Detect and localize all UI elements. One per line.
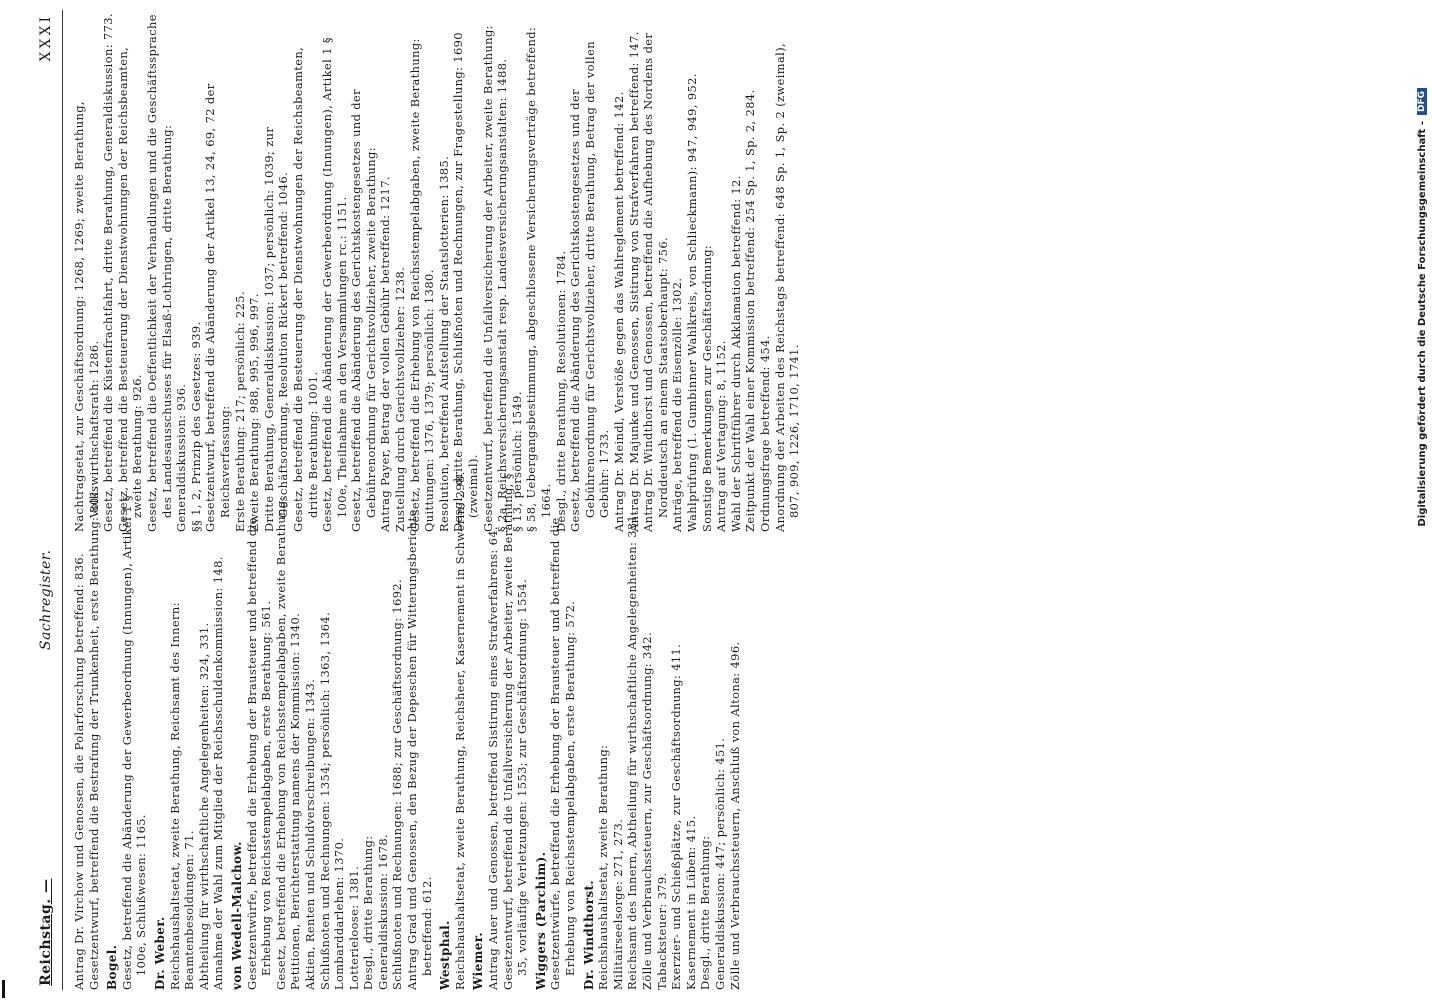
page-header <box>0 0 70 1000</box>
header-left-title: Reichstag. — <box>38 878 54 986</box>
register-entry <box>534 460 578 990</box>
register-line: Abtheilung für wirthschaftliche Angelegenheiten: 324, 331. <box>196 622 211 990</box>
speaker-name: Dr. Windthorst. <box>581 880 596 990</box>
register-line: Generaldiskussion: 936. <box>174 383 189 532</box>
register-entry <box>230 460 434 990</box>
register-entry <box>438 460 467 990</box>
register-line: Antrag auf Vertagung: 8, 1152. <box>714 340 729 532</box>
register-line: § 58, Uebergangsbestimmung, abgeschlossene Versicherungsverträge betreffend: 1664. <box>524 26 553 532</box>
register-line: Gesetz, betreffend die Besteuerung der Dienstwohnungen der Reichsbeamten, zweite Berathung: 926. <box>115 46 145 532</box>
digitization-note-text: Digitalisierung gefördert durch die Deutsche Forschungsgemeinschaft - <box>1416 121 1428 527</box>
register-line: Sonstige Bemerkungen zur Geschäftsordnung: <box>699 244 714 532</box>
register-line: Desgl., dritte Berathung, Schlußnoten und Rechnungen, zur Fragestellung: 1690 (zweimal). <box>451 32 481 532</box>
left-column <box>72 460 1392 990</box>
register-line: Schlußnoten und Rechnungen: 1688; zur Geschäftsordnung: 1692. <box>390 578 405 990</box>
register-line: Gesetzentwürfe, betreffend die Erhebung der Brausteuer und betreffend die Erhebung von Reichsstempelabgaben, erste Berathung: 561. <box>244 517 274 990</box>
page-number: XXXI <box>38 14 54 62</box>
register-line: Gesetz, betreffend die Abänderung des Gerichtskostengesetzes und der Gebührenordnung für Gerichtsvollzieher, zweite Berathung: <box>349 89 378 532</box>
header-center-title: Sachregister. <box>38 549 54 650</box>
header-rule <box>62 10 63 990</box>
speaker-name: Wiggers (Parchim). <box>533 851 548 990</box>
digitization-note <box>1414 88 1430 988</box>
register-line: § 2a, Reichsversicherungsanstalt resp. Landesversicherungsanstalten: 1488. <box>495 58 510 532</box>
register-line: Lombarddarlehen: 1370. <box>332 837 347 990</box>
register-line: Gesetz, betreffend die Abänderung der Gewerbeordnung (Innungen), Artikel 1 § 100e, Theilnahme an den Versammlungen rc.: 1151. <box>320 37 349 532</box>
register-line: Antrag Grad und Genossen, den Bezug der Depeschen für Witterungsberichte betreffend: 612. <box>405 509 434 990</box>
register-line: §§ 1, 2, Prinzip des Gesetzes: 939. <box>188 321 203 532</box>
register-line: Zustellung durch Gerichtsvollzieher: 1238. <box>393 266 408 532</box>
register-line: Reichshaushaltsetat, zweite Berathung, Reichsheer, Kasernement in Schwerin: 298. <box>452 471 467 990</box>
register-entry <box>72 460 101 990</box>
register-line: Reichshaushaltsetat, zweite Berathung, Reichsamt des Innern: <box>167 602 182 990</box>
register-line: Reichsamt des Innern, Abtheilung für wirthschaftliche Angelegenheiten: 331. <box>625 510 640 990</box>
speaker-name: Wiemer. <box>471 932 486 990</box>
register-line: Petitionen, Berichterstattung namens der Kommission: 1340. <box>288 612 303 990</box>
register-line: Gesetzentwurf, betreffend die Abänderung der Artikel 13, 24, 69, 72 der Reichsverfassung: <box>203 83 232 532</box>
scan-edge-mark <box>2 980 5 998</box>
register-line: Gesetzentwurf, betreffend die Unfallversicherung der Arbeiter, zweite Berathung, § 35, vorläufige Verletzungen: 1553; zur Geschäftsordnung: 1554. <box>500 473 530 990</box>
register-line: Antrag Auer und Genossen, betreffend Sistirung eines Strafverfahrens: 64. <box>486 526 501 990</box>
register-line: Ordnungsfrage betreffend: 454. <box>757 335 772 532</box>
register-line: Militairseelsorge: 271, 273. <box>610 818 625 990</box>
register-line: Gesetz, betreffend die Abänderung der Gewerbeordnung (Innungen), Artikel 1 § 100e, Schlußwesen: 1165. <box>119 495 149 990</box>
register-entry <box>471 460 529 990</box>
register-line: Beamtenbesoldungen: 71. <box>182 830 197 990</box>
register-line: Gesetz, betreffend die Erhebung von Reichsstempelabgaben, zweite Berathung: <box>407 38 422 532</box>
register-line: Generaldiskussion: 447; persönlich: 451. <box>712 737 727 990</box>
register-line: Aktien, Renten und Schuldverschreibungen: 1343. <box>302 678 317 990</box>
register-line: Wahlprüfung (1. Gumbinner Wahlkreis, von Schlieckmann): 947, 949, 952. <box>684 73 699 532</box>
speaker-name: von Wedell-Malchow. <box>229 841 244 990</box>
register-line: Gesetzentwürfe, betreffend die Erhebung der Brausteuer und betreffend die Erhebung von Reichsstempelabgaben, erste Berathung: 572. <box>548 517 577 990</box>
register-line: Resolution, betreffend Aufstellung der Staatslotterien: 1385. <box>436 155 451 532</box>
register-line: Desgl., dritte Berathung, Resolutionen: 1784. <box>553 250 568 532</box>
register-line: Anordnung der Arbeiten des Reichstags betreffend: 648 Sp. 1, Sp. 2 (zweimal), 807, 909, 1226, 1710, 1741. <box>772 42 802 532</box>
register-line: Zölle und Verbrauchssteuern, zur Geschäftsordnung: 342. <box>639 631 654 990</box>
register-line: Gesetz, betreffend die Oeffentlichkeit der Verhandlungen und die Geschäftssprache des Landesausschusses für Elsaß-Lothringen, dritte Berathung: <box>144 14 174 532</box>
register-entry <box>153 460 226 990</box>
register-line: Antrag Dr. Majunke und Genossen, Sistirung von Strafverfahren betreffend: 147. <box>626 31 641 532</box>
register-line: Tabacksteuer: 379. <box>654 872 669 990</box>
register-line: Kasernement in Lüben: 415. <box>683 815 698 990</box>
register-line: Zweite Berathung: 988, 995, 996, 997. <box>247 293 262 532</box>
register-entry <box>72 12 802 532</box>
register-line: Desgl., dritte Berathung: <box>361 835 376 990</box>
register-line: Anträge, betreffend die Eisenzölle: 1302. <box>670 277 685 532</box>
register-line: § 13, persönlich: 1549. <box>509 391 524 532</box>
register-line: Exerzier- und Schießplätze, zur Geschäftsordnung: 411. <box>669 643 684 990</box>
register-line: Annahme der Wahl zum Mitglied der Reichsschuldenkommission: 148. <box>211 556 226 990</box>
register-line: Gesetzentwurf, betreffend die Bestrafung der Trunkenheit, erste Berathung: 801. <box>86 485 101 990</box>
register-line: Reichshaushaltsetat, zweite Berathung: <box>596 744 611 990</box>
register-line: Gesetz, betreffend die Besteuerung der Dienstwohnungen der Reichsbeamten, dritte Berathung: 1001. <box>290 46 320 532</box>
register-line: Desgl., dritte Berathung: <box>698 835 713 990</box>
register-line: Zölle und Verbrauchssteuern, Anschluß von Altona: 496. <box>727 641 742 990</box>
register-line: Nachtragsetat, zur Geschäftsordnung: 1268, 1269; zweite Berathung, Volkswirthschaftsrath: 1286. <box>72 101 101 532</box>
register-line: Quittungen: 1376, 1379; persönlich: 1380. <box>422 269 437 532</box>
register-line: Gesetz, betreffend die Abänderung des Gerichtskostengesetzes und der Gebührenordnung für Gerichtsvollzieher, dritte Berathung, Betrag der vollen Gebühr: 1733. <box>568 41 612 532</box>
register-line: Antrag Payer, Betrag der vollen Gebühr betreffend: 1217. <box>378 176 393 532</box>
register-line: Antrag Dr. Meindl, Verstöße gegen das Wahlreglement betreffend: 142. <box>611 91 626 532</box>
register-line: Wahl der Schriftführer durch Akklamation betreffend: 12. <box>728 175 743 532</box>
register-entry <box>582 460 743 990</box>
speaker-name: Dr. Weber. <box>152 916 167 990</box>
register-entry <box>105 460 149 990</box>
register-line: Schlußnoten und Rechnungen: 1354; persönlich: 1363, 1364. <box>317 611 332 990</box>
register-line: Dritte Berathung, Generaldiskussion: 1037; persönlich: 1039; zur Geschäftsordnung, Resolution Rickert betreffend: 1046. <box>261 126 291 532</box>
register-line: Antrag Dr. Windthorst und Genossen, betreffend die Aufhebung des Nordens der Norddeutsch an einem Staatsoberhaupt: 756. <box>641 32 670 532</box>
register-line: Erste Berathung: 217; persönlich: 225. <box>232 291 247 532</box>
register-line: Gesetzentwurf, betreffend die Unfallversicherung der Arbeiter, zweite Berathung: <box>480 25 495 532</box>
speaker-name: Bogel. <box>105 944 120 990</box>
register-line: Generaldiskussion: 1678. <box>375 833 390 990</box>
register-line: Gesetz, betreffend die Küstenfrachtfahrt, dritte Berathung, Generaldiskussion: 773. <box>101 13 116 532</box>
register-line: Gesetz, betreffend die Erhebung von Reichsstempelabgaben, zweite Berathung: <box>273 496 288 990</box>
register-line: Lotterieloose: 1381. <box>346 865 361 990</box>
register-line: Antrag Dr. Virchow und Genossen, die Polarforschung betreffend: 836. <box>72 552 86 990</box>
right-column <box>72 12 1392 532</box>
speaker-name: Westphal. <box>438 920 453 990</box>
dfg-logo: DFG <box>1417 88 1427 115</box>
register-line: Zeitpunkt der Wahl einer Kommission betreffend: 254 Sp. 1, Sp. 2, 284. <box>743 89 758 532</box>
